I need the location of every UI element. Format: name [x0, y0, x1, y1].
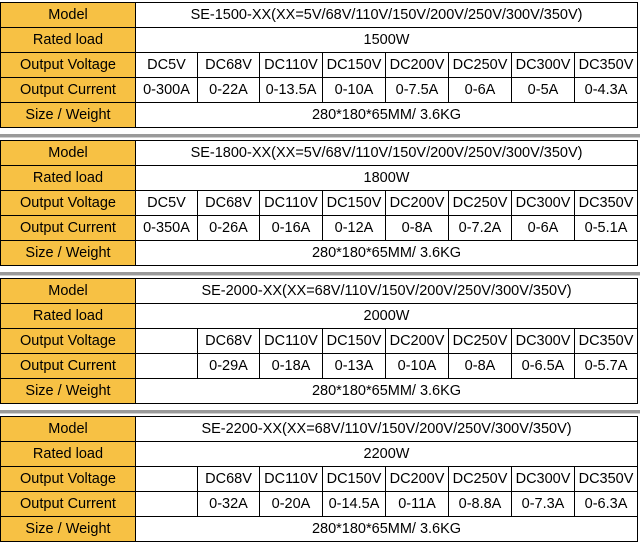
current-cell: 0-22A [198, 78, 260, 103]
voltage-cell: DC68V [198, 329, 260, 354]
rated-load-value: 1500W [136, 28, 638, 53]
voltage-cell: DC200V [386, 191, 449, 216]
current-cell: 0-6.3A [575, 492, 638, 517]
voltage-cell: DC350V [575, 329, 638, 354]
size-weight-label: Size / Weight [1, 103, 136, 128]
output-current-row [1, 354, 638, 379]
rated-load-label: Rated load [1, 442, 136, 467]
size-weight-label: Size / Weight [1, 517, 136, 542]
current-cell: 0-7.5A [386, 78, 449, 103]
current-cell: 0-8A [449, 354, 512, 379]
rated-load-row [1, 166, 638, 191]
voltage-cell: DC300V [512, 191, 575, 216]
output-current-row [1, 492, 638, 517]
output-voltage-row [1, 53, 638, 78]
current-cell [136, 354, 198, 379]
rated-load-row [1, 304, 638, 329]
size-weight-row [1, 379, 638, 404]
spec-block-2200 [0, 416, 640, 542]
model-label: Model [1, 141, 136, 166]
model-row [1, 3, 638, 28]
current-cell: 0-10A [323, 78, 386, 103]
voltage-cell: DC300V [512, 467, 575, 492]
voltage-cell: DC150V [323, 191, 386, 216]
current-cell: 0-26A [198, 216, 260, 241]
rated-load-value: 1800W [136, 166, 638, 191]
voltage-cell: DC5V [136, 191, 198, 216]
current-cell: 0-13.5A [260, 78, 323, 103]
voltage-cell: DC68V [198, 191, 260, 216]
output-voltage-label: Output Voltage [1, 329, 136, 354]
voltage-cell: DC250V [449, 329, 512, 354]
size-weight-row [1, 241, 638, 266]
size-weight-value: 280*180*65MM/ 3.6KG [136, 241, 638, 266]
voltage-cell: DC250V [449, 53, 512, 78]
spec-table [0, 140, 638, 266]
output-current-label: Output Current [1, 354, 136, 379]
voltage-cell: DC300V [512, 329, 575, 354]
voltage-cell: DC250V [449, 191, 512, 216]
spec-table [0, 2, 638, 128]
output-voltage-row [1, 191, 638, 216]
voltage-cell: DC110V [260, 467, 323, 492]
current-cell [136, 492, 198, 517]
spec-block-1800 [0, 140, 640, 266]
size-weight-value: 280*180*65MM/ 3.6KG [136, 517, 638, 542]
spec-table [0, 278, 638, 404]
current-cell: 0-8.8A [449, 492, 512, 517]
voltage-cell: DC300V [512, 53, 575, 78]
model-value: SE-1500-XX(XX=5V/68V/110V/150V/200V/250V/300V/350V) [136, 3, 638, 28]
spec-block-2000 [0, 278, 640, 404]
current-cell: 0-5.1A [575, 216, 638, 241]
output-voltage-row [1, 329, 638, 354]
model-value: SE-2200-XX(XX=68V/110V/150V/200V/250V/300V/350V) [136, 417, 638, 442]
output-current-label: Output Current [1, 216, 136, 241]
current-cell: 0-29A [198, 354, 260, 379]
voltage-cell: DC110V [260, 53, 323, 78]
output-voltage-row [1, 467, 638, 492]
current-cell: 0-8A [386, 216, 449, 241]
spec-table [0, 416, 638, 542]
current-cell: 0-7.2A [449, 216, 512, 241]
output-current-row [1, 216, 638, 241]
voltage-cell: DC110V [260, 191, 323, 216]
output-current-label: Output Current [1, 78, 136, 103]
model-row [1, 279, 638, 304]
voltage-cell: DC150V [323, 467, 386, 492]
voltage-cell: DC110V [260, 329, 323, 354]
current-cell: 0-300A [136, 78, 198, 103]
current-cell: 0-350A [136, 216, 198, 241]
rated-load-row [1, 442, 638, 467]
rated-load-label: Rated load [1, 28, 136, 53]
output-voltage-label: Output Voltage [1, 467, 136, 492]
voltage-cell: DC150V [323, 53, 386, 78]
current-cell: 0-11A [386, 492, 449, 517]
current-cell: 0-12A [323, 216, 386, 241]
size-weight-label: Size / Weight [1, 241, 136, 266]
rated-load-label: Rated load [1, 166, 136, 191]
rated-load-row [1, 28, 638, 53]
model-value: SE-1800-XX(XX=5V/68V/110V/150V/200V/250V/300V/350V) [136, 141, 638, 166]
current-cell: 0-6A [512, 216, 575, 241]
output-voltage-label: Output Voltage [1, 191, 136, 216]
current-cell: 0-32A [198, 492, 260, 517]
size-weight-value: 280*180*65MM/ 3.6KG [136, 379, 638, 404]
current-cell: 0-13A [323, 354, 386, 379]
current-cell: 0-5.7A [575, 354, 638, 379]
current-cell: 0-5A [512, 78, 575, 103]
voltage-cell [136, 329, 198, 354]
model-label: Model [1, 3, 136, 28]
voltage-cell: DC5V [136, 53, 198, 78]
voltage-cell [136, 467, 198, 492]
voltage-cell: DC200V [386, 53, 449, 78]
size-weight-value: 280*180*65MM/ 3.6KG [136, 103, 638, 128]
voltage-cell: DC350V [575, 53, 638, 78]
model-row [1, 417, 638, 442]
size-weight-row [1, 103, 638, 128]
size-weight-label: Size / Weight [1, 379, 136, 404]
voltage-cell: DC250V [449, 467, 512, 492]
rated-load-value: 2000W [136, 304, 638, 329]
current-cell: 0-6.5A [512, 354, 575, 379]
section-divider [0, 272, 640, 275]
output-voltage-label: Output Voltage [1, 53, 136, 78]
model-value: SE-2000-XX(XX=68V/110V/150V/200V/250V/300V/350V) [136, 279, 638, 304]
voltage-cell: DC68V [198, 467, 260, 492]
output-current-row [1, 78, 638, 103]
model-label: Model [1, 279, 136, 304]
voltage-cell: DC68V [198, 53, 260, 78]
size-weight-row [1, 517, 638, 542]
model-row [1, 141, 638, 166]
voltage-cell: DC350V [575, 467, 638, 492]
spec-block-1500 [0, 2, 640, 128]
section-divider [0, 134, 640, 137]
voltage-cell: DC200V [386, 329, 449, 354]
current-cell: 0-14.5A [323, 492, 386, 517]
current-cell: 0-16A [260, 216, 323, 241]
output-current-label: Output Current [1, 492, 136, 517]
voltage-cell: DC350V [575, 191, 638, 216]
voltage-cell: DC200V [386, 467, 449, 492]
voltage-cell: DC150V [323, 329, 386, 354]
current-cell: 0-6A [449, 78, 512, 103]
current-cell: 0-18A [260, 354, 323, 379]
rated-load-value: 2200W [136, 442, 638, 467]
current-cell: 0-4.3A [575, 78, 638, 103]
model-label: Model [1, 417, 136, 442]
current-cell: 0-20A [260, 492, 323, 517]
current-cell: 0-7.3A [512, 492, 575, 517]
current-cell: 0-10A [386, 354, 449, 379]
section-divider [0, 410, 640, 413]
rated-load-label: Rated load [1, 304, 136, 329]
